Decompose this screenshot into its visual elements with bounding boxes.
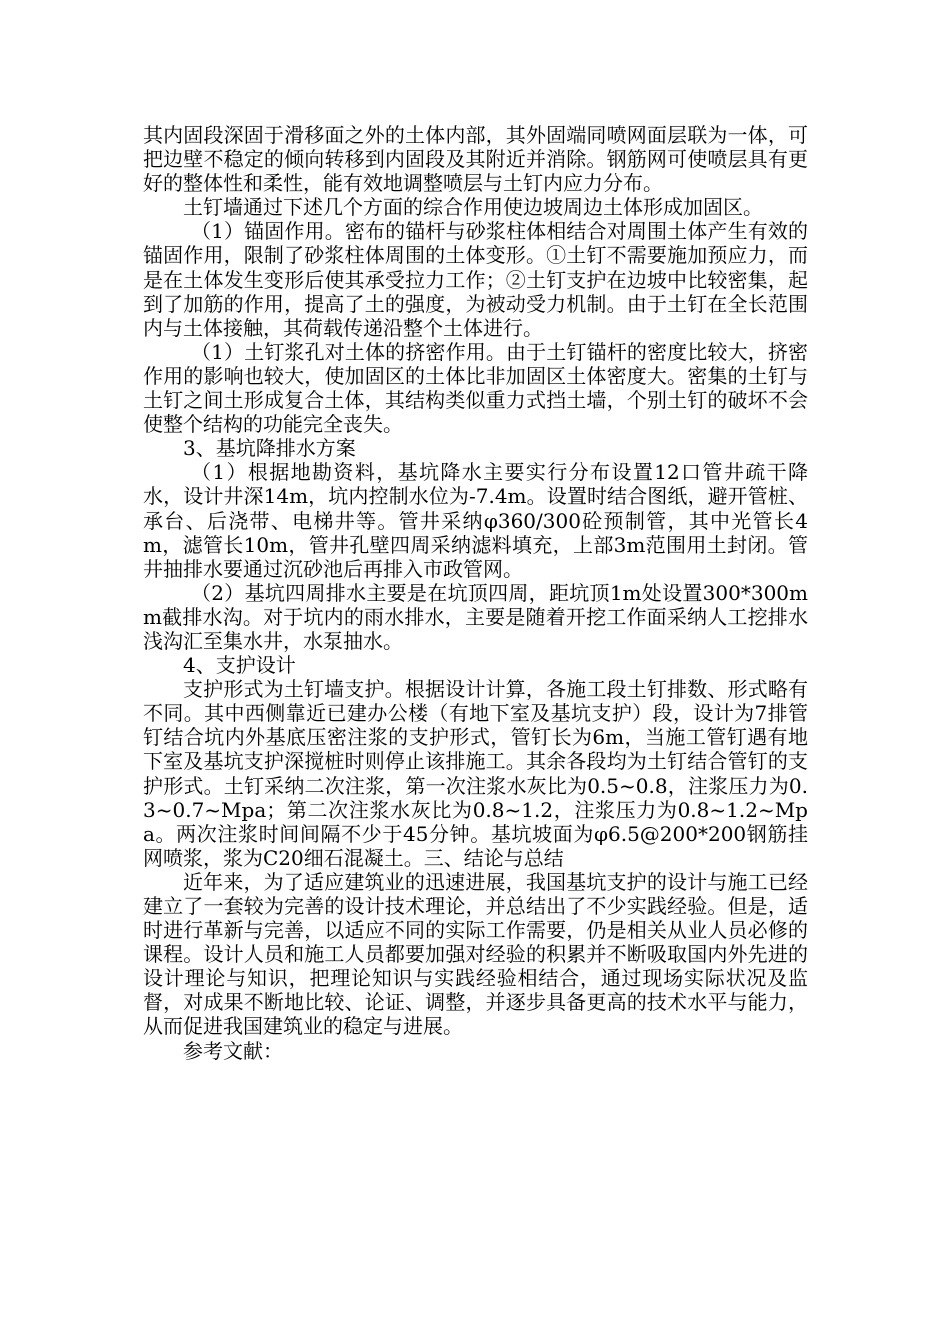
paragraph-conclusion: 近年来，为了适应建筑业的迅速进展，我国基坑支护的设计与施工已经建立了一套较为完善的设计技术理论，并总结出了不少实践经验。但是，适时进行革新与完善，以适应不同的实际工作需要，仍是相关从业人员必修的课程。设计人员和施工人员都要加强对经验的积累并不断吸取国内外先进的设计理论与知识，把理论知识与实践经验相结合，通过现场实际状况及监督，对成果不断地比较、论证、调整，并逐步具备更高的技术水平与能力，从而促进我国建筑业的稳定与进展。 (143, 869, 808, 1039)
paragraph-compaction-effect: （1）土钉浆孔对土体的挤密作用。由于土钉锚杆的密度比较大，挤密作用的影响也较大，使加固区的土体比非加固区土体密度大。密集的土钉与土钉之间土形成复合土体，其结构类似重力式挡土墙，个别土钉的破坏不会使整个结构的功能完全丧失。 (143, 339, 808, 437)
section-heading-dewatering: 3、基坑降排水方案 (183, 436, 356, 461)
paragraph-dewatering-wells: （1）根据地勘资料，基坑降水主要实行分布设置12口管井疏干降水，设计井深14m，坑内控制水位为-7.4m。设置时结合图纸，避开管桩、承台、后浇带、电梯井等。管井采纳φ360/300砼预制管，其中光管长4m，滤管长10m，管井孔壁四周采纳滤料填充，上部3m范围用土封闭。管井抽排水要通过沉砂池后再排入市政管网。 (143, 460, 808, 581)
paragraph-soil-nail-wall-intro: 土钉墙通过下述几个方面的综合作用使边坡周边土体形成加固区。 (183, 195, 763, 220)
paragraph-anchor-mechanism: 其内固段深固于滑移面之外的土体内部，其外固端同喷网面层联为一体，可把边壁不稳定的倾向转移到内固段及其附近并消除。钢筋网可使喷层具有更好的整体性和柔性，能有效地调整喷层与土钉内应力分布。 (143, 123, 808, 196)
paragraph-support-design: 支护形式为土钉墙支护。根据设计计算，各施工段土钉排数、形式略有不同。其中西侧靠近已建办公楼（有地下室及基坑支护）段，设计为7排管钉结合坑内外基底压密注浆的支护形式，管钉长为6m，当施工管钉遇有地下室及基坑支护深搅桩时则停止该排施工。其余各段均为土钉结合管钉的支护形式。土钉采纳二次注浆，第一次注浆水灰比为0.5~0.8，注浆压力为0.3~0.7~Mpa；第二次注浆水灰比为0.8~1.2，注浆压力为0.8~1.2~Mpa。两次注浆时间间隔不少于45分钟。基坑坡面为φ6.5@200*200钢筋挂网喷浆，浆为C20细石混凝土。三、结论与总结 (143, 677, 808, 870)
paragraph-drainage-ditch: （2）基坑四周排水主要是在坑顶四周，距坑顶1m处设置300*300mm截排水沟。对于坑内的雨水排水，主要是随着开挖工作面采纳人工挖排水浅沟汇至集水井，水泵抽水。 (143, 580, 808, 653)
paragraph-anchoring-effect: （1）锚固作用。密布的锚杆与砂浆柱体相结合对周围土体产生有效的锚固作用，限制了砂浆柱体周围的土体变形。①土钉不需要施加预应力，而是在土体发生变形后使其承受拉力工作；②土钉支护在边坡中比较密集，起到了加筋的作用，提高了土的强度，为被动受力机制。由于土钉在全长范围内与土体接触，其荷载传递沿整个土体进行。 (143, 219, 808, 340)
document-body (143, 123, 808, 1063)
references-heading: 参考文献： (183, 1038, 283, 1063)
section-heading-support-design: 4、支护设计 (183, 653, 296, 678)
